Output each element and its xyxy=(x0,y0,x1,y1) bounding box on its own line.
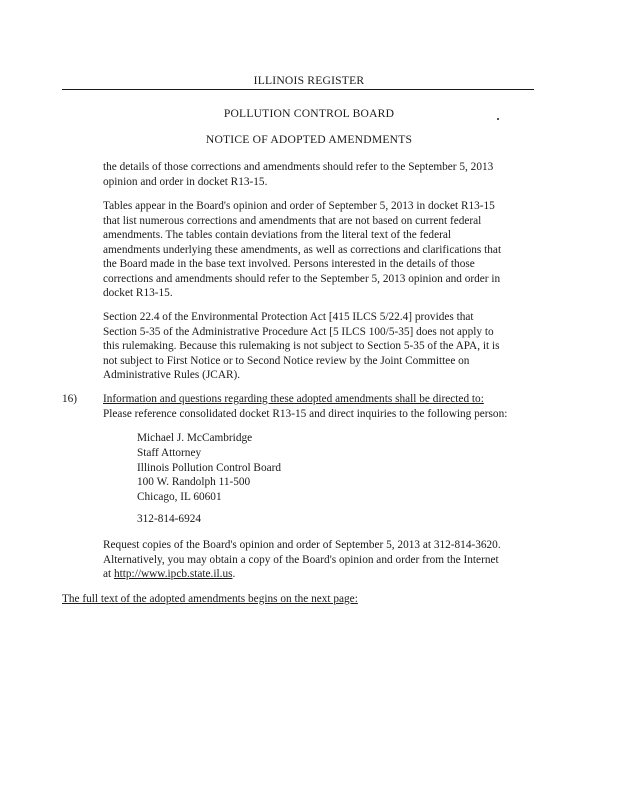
contact-city: Chicago, IL 60601 xyxy=(137,491,222,504)
url-prefix: at xyxy=(103,568,114,580)
scan-speck xyxy=(497,118,499,120)
paragraph-line: amendments. The tables contain deviations from the literal text of the federal xyxy=(103,229,451,241)
paragraph-line: amendments underlying these amendments, as well as corrections and clarifications that xyxy=(103,243,502,256)
paragraph-line: corrections and amendments should refer to the September 5, 2013 opinion and order in xyxy=(103,272,501,285)
copies-paragraph xyxy=(103,538,531,582)
agency-title: POLLUTION CONTROL BOARD xyxy=(223,107,395,120)
contact-block xyxy=(137,431,281,505)
paragraph-line: Tables appear in the Board's opinion and order of September 5, 2013 in docket R13-15 xyxy=(103,200,495,212)
contact-street: 100 W. Randolph 11-500 xyxy=(137,476,251,489)
register-title xyxy=(0,74,618,89)
paragraph-line: that list numerous corrections and amendments that are not based on current federal xyxy=(103,214,482,227)
section-paragraph xyxy=(103,310,531,383)
paragraph-line: not subject to First Notice or to Second Notice review by the Joint Committee on xyxy=(103,354,470,367)
contact-phone: 312-814-6924 xyxy=(137,513,202,525)
paragraph-line: Section 5-35 of the Administrative Procedure Act [5 ILCS 100/5-35] does not apply to xyxy=(103,325,494,338)
item-heading: Information and questions regarding these adopted amendments shall be directed to: xyxy=(103,393,484,405)
register-title-text: ILLINOIS REGISTER xyxy=(253,74,365,87)
contact-name: Michael J. McCambridge xyxy=(137,432,253,444)
paragraph-line: this rulemaking. Because this rulemaking is not subject to Section 5-35 of the APA, it is xyxy=(103,340,500,352)
paragraph-line: Request copies of the Board's opinion and order of September 5, 2013 at 312-814-3620. xyxy=(103,539,501,551)
closing-line: The full text of the adopted amendments begins on the next page: xyxy=(62,593,358,605)
paragraph-line: docket R13-15. xyxy=(103,287,173,299)
notice-title: NOTICE OF ADOPTED AMENDMENTS xyxy=(205,133,413,146)
paragraph-line xyxy=(103,567,531,582)
tables-paragraph xyxy=(103,199,531,301)
url-suffix: . xyxy=(232,568,236,580)
paragraph-line: Section 22.4 of the Environmental Protection Act [415 ILCS 5/22.4] provides that xyxy=(103,311,474,323)
paragraph-line: opinion and order in docket R13-15. xyxy=(103,175,268,188)
header-rule xyxy=(62,89,534,90)
contact-title: Staff Attorney xyxy=(137,446,202,459)
paragraph-line: Please reference consolidated docket R13-15 and direct inquiries to the following person: xyxy=(103,407,508,420)
paragraph-line: Administrative Rules (JCAR). xyxy=(103,369,241,381)
website-link[interactable]: http://www.ipcb.state.il.us xyxy=(113,568,233,580)
contact-organization: Illinois Pollution Control Board xyxy=(137,461,282,474)
item-16-intro xyxy=(103,392,531,421)
continuation-paragraph xyxy=(103,160,531,189)
paragraph-line: the details of those corrections and amendments should refer to the September 5, 2013 xyxy=(103,161,494,173)
paragraph-line: Alternatively, you may obtain a copy of the Board's opinion and order from the Internet xyxy=(103,553,499,566)
paragraph-line: the Board made in the base text involved. Persons interested in the details of those xyxy=(103,258,475,270)
item-number: 16) xyxy=(62,393,78,405)
